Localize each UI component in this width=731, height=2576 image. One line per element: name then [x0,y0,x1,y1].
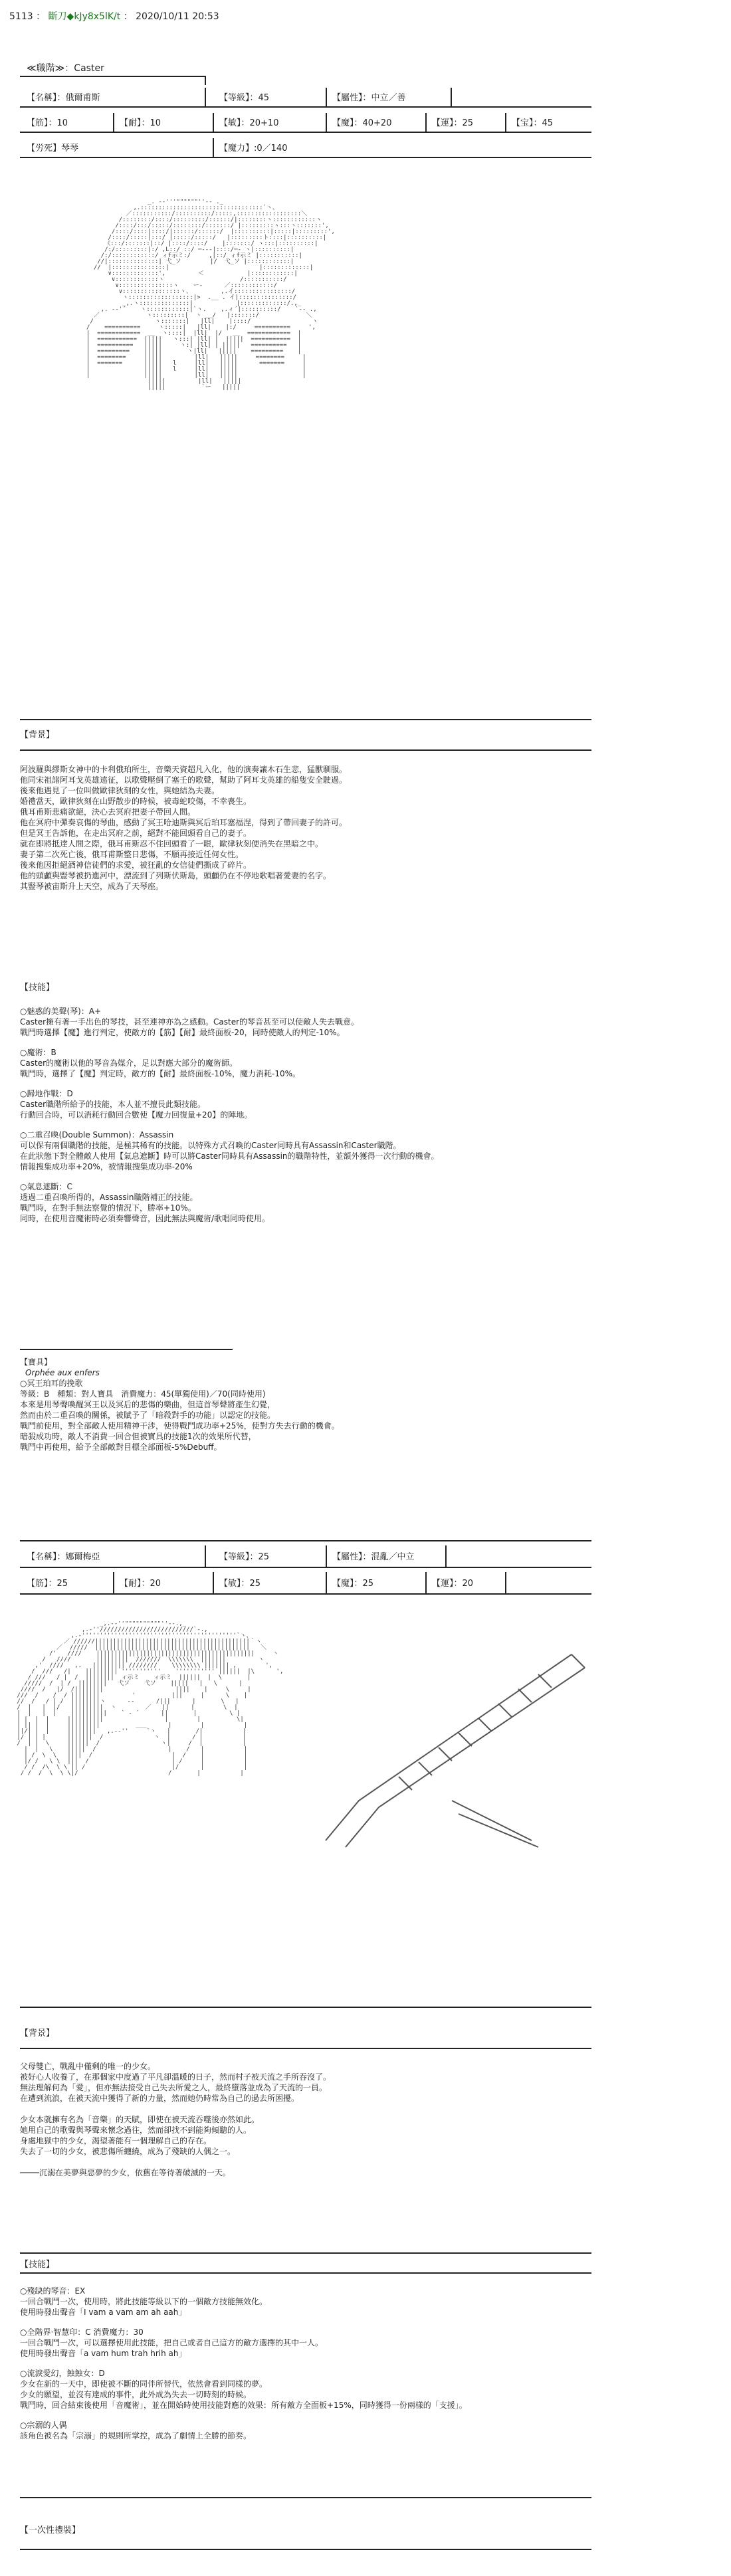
skills-list-1 [20,997,591,1224]
art-line: | ========= ||||| ヽ|ll| ||||| ========= | [86,348,302,355]
section-divider [20,2549,591,2550]
section-divider [20,2252,591,2254]
art-line: / / /\ \ \ || / |/ | | [13,1764,248,1771]
background-line: 在遭到流浪，在被天流中獲得了新的力量，然而她仍時常為自己的過去所困擾。 [20,2094,300,2103]
art-line: / //// ||||||||| /////// \\\\\\\ ||||||| ヽ [13,1656,264,1663]
skills-section-1 [20,982,591,996]
divider [213,1572,214,1595]
art-line: | | | | |||||||||| | | \| [13,1716,244,1723]
stat-agi: 【敏】：20+10 [219,118,279,128]
art-line: | ||||| |ll| ||||| | [86,372,306,379]
divider [445,1545,447,1568]
section-title: 【背景】 [20,2029,55,2038]
art-line: | / \ \ |||| / | / | | [13,1752,248,1759]
background-line [20,2104,591,2114]
art-line: // |:::::::::::::::| |:::::::::::::| [86,264,314,271]
name-label: 【名稱】：娜爾梅亞 [27,1551,100,1562]
post-number: 5113 [9,11,33,22]
section-divider [20,719,591,720]
background-line: 父母雙亡，戰亂中僅剩的唯一的少女。 [20,2062,156,2071]
art-line: | =========== ||||| ヽ:::| |ll| | ||||| =========== | [86,336,302,343]
skill-name: ○流淚愛幻，蝕蝕女：D [20,2369,105,2378]
section-divider [20,2048,591,2049]
art-line: / /// / | / |||||||| ィ示ミ ィ示ミ |||||| | \ | [13,1674,251,1681]
background-line: 婚禮當天，歐律狄刻在山野散步的時候，被毒蛇咬傷，不幸喪生。 [20,797,252,806]
art-line: / / / \ \ \|/ / | | [13,1770,244,1777]
noble-phantasm-section [20,1357,591,1452]
art-line: ,.‐'''''''''''''''''''''''''''''''''''''''''''`ヽ、 [13,1633,253,1639]
background-line: 後來他因拒絕酒神信徒們的求愛，被狂亂的女信徒們撕成了碎片。 [20,860,252,870]
poster-trip: kJy8x5lK/t [74,11,121,22]
alignment-label: 【屬性】：中立／善 [332,92,406,103]
post-header: 5113 ： 斷刀◆kJy8x5lK/t ： 2020/10/11 20:53 [9,11,219,22]
background-line: 但是冥王告訴他，在走出冥府之前，絕對不能回頭看自己的妻子。 [20,829,252,838]
divider [20,1540,591,1541]
background-text-2 [20,2061,591,2178]
divider [113,1572,114,1595]
skill-description: 情報搜集成功率+20%，被情報搜集成功率-20% [20,1162,193,1171]
np-description-line: 戰鬥前使用，對全部敵人使用精神干涉，使得戰鬥成功率+25%，使對方失去行動的機會。 [20,1421,340,1431]
art-line: | | \ ||||| / | / | | [13,1746,248,1753]
guitar-neck-line [346,1668,585,1847]
divider [205,1545,206,1568]
alignment-label: 【屬性】：混亂／中立 [332,1551,415,1562]
art-line: /' //// |||||||||||||||||||||||||||||||||||||||||||| ヽ [13,1650,279,1657]
background-line: 被好心人收養了，在那個家中度過了平凡卻溫暖的日子，然而村子被天流之手所吞沒了。 [20,2072,332,2082]
section-divider [20,2272,591,2274]
character-sheet-narmeya [20,1540,591,1613]
art-line: ||||| `ー ||||| [86,384,241,391]
art-line: / | | |/ ||||||||| ヽ ／ || | \ | [13,1704,238,1711]
art-line: // / / | / ||||||||ヽ ‐‐ /||| | \ | [13,1698,239,1705]
death-label: 【労死】琴琴 [27,143,79,153]
level-label: 【等級】：25 [219,1551,270,1562]
section-title: 【技能】 [20,2260,55,2270]
skill-name: ○氣息遮斷：C [20,1182,72,1191]
skill-entry [20,1130,591,1172]
np-name: ○冥王珀耳的挽歌 [20,1379,83,1388]
skill-description: 在此狀態下對全體敵人使用【氣息遮斷】時可以將Caster同時具有Assassin的職階特性，並額外獲得一次行動的機會。 [20,1151,439,1161]
art-line: ,. -‐'´ ヽ::::::::::::|`ヽ. ,.ィ´|::::::::::/ `‐- ., [86,306,317,313]
poster-name[interactable]: 斷刀◆ [48,11,74,22]
art-line: ///// / | / |||||||| 弋ソ 弋ソ ||||| | \ | [13,1680,243,1687]
divider [451,88,452,108]
skills-list-2 [20,2276,591,2441]
skill-entry [20,2368,591,2411]
art-line: | || | | ||||||||| ___ | | | [13,1722,248,1729]
art-line: |/ | | | ||||||| / ヽ | / | | [13,1734,247,1741]
skill-entry [20,1006,591,1038]
class-line: ≪職階≫：Caster [27,63,104,74]
art-line: //// / |/ /|||||||| |||| | \ | [13,1686,251,1693]
art-line: / ヽ:::::::| |ll| |::::/ ヽ [86,318,318,325]
name-label: 【名稱】：俄爾甫斯 [27,92,100,103]
skill-name: ○宗溺的人偶 [20,2421,67,2430]
background-line: 少女本就擁有名為「音樂」的天賦，即使在被天流吞噬後亦然如此。 [20,2115,260,2124]
divider [20,1567,591,1568]
art-line: ||/| | | |||||||| ,.-‐'' `ヽ | /| | [13,1728,247,1735]
art-line: /::::/::::|::::/|::::::/::::::/ |::::::::::|:::::|:::::::::', [86,229,335,235]
skill-description: Caster的魔術以他的琴音為媒介，足以對應大部分的魔術師。 [20,1058,238,1068]
stat-str: 【筋】：10 [27,118,68,128]
art-line: /::::/:::/:::::/::::::::/:::::::/ |:::::::::ヽ:::ヽ:::::::', [86,223,329,229]
divider [326,113,327,133]
skill-description: 戰鬥時，在對手無法察覺的情況下，勝率+10%。 [20,1203,196,1213]
narmeya-ascii-art [13,1621,359,1821]
art-line: /:/::::::::::::/ ィf示ミ:/ ,|::/ ィf示ミ |:::::::::::| [86,252,302,259]
art-line: //|::::::::::::::| 弋_ソ |/ 弋_ソ |::::::::::::| [86,258,294,265]
divider [213,113,214,133]
skill-entry [20,1047,591,1079]
art-line: | ============ __ ヽ::::| |ll| |/ __ ============ | [86,330,302,337]
background-line: 其豎琴被宙斯升上天空，成為了天琴座。 [20,882,164,891]
background-line: 妻子第二次死亡後，俄耳甫斯整日悲傷，不願再接近任何女性。 [20,850,244,859]
stat-end: 【耐】：10 [120,118,161,128]
divider [213,138,214,158]
np-description [20,1399,591,1452]
character-sheet-caster [20,61,591,167]
np-rank: 等級：B 種類：對人寶具 消費魔力：45(單獨使用)／70(同時使用) [20,1389,266,1399]
background-line: 她用自己的歌聲與琴聲來懷念過往，然而卻找不到能夠傾聽的人。 [20,2126,252,2135]
footer-note: 【一次性禮裝】 [20,2526,81,2535]
skill-entry [20,1181,591,1224]
np-subtitle: Orphée aux enfers [25,1368,100,1377]
background-section-2 [20,2028,591,2042]
skill-description: 使用時發出聲音「I vam a vam am ah aah」 [20,2308,187,2317]
skill-name: ○歸地作戰：D [20,1089,73,1098]
background-line: 他的頭顱與豎琴被扔進河中，漂流到了列斯伏斯島，頭顱仍在不停地歌唱著愛妻的名字。 [20,871,332,880]
skill-name: ○全階界·智慧印：C 消費魔力：30 [20,2328,144,2337]
art-line: _. -‐'''""""""''‐- ._ [86,199,223,205]
np-description-line: 本來是用琴聲喚醒冥王以及冥后的悲傷的樂曲，但這首琴聲將產生幻覺， [20,1400,276,1409]
background-line: 阿波羅與繆斯女神中的卡利俄珀所生，音樂天資超凡入化，他的演奏讓木石生悲，猛獸馴服。 [20,765,348,774]
skill-name: ○殘缺的琴音：EX [20,2286,86,2296]
stat-np: 【宝】：45 [512,118,554,128]
background-line: 他同宋祖諸阿耳戈英雄遠征，以歌聲壓倒了塞壬的歌聲，幫助了阿耳戈英雄的船隻安全駛過。 [20,775,348,785]
guitar-neck-line [326,1654,572,1840]
background-line: ────沉溺在美夢與惡夢的少女，依舊在等待著破滅的一天。 [20,2168,231,2177]
art-line: | ||||| l |ll| ||||| | [86,366,306,373]
art-line: ／ ///// ||||||||||||||||||||||||||||||||||||||||||| ＼ [13,1644,267,1651]
np-description-line: 然而由於二重召喚的關係，被賦予了「暗殺對手的功能」以認定的技能。 [20,1411,276,1420]
post-date: 2020/10/11 20:53 [136,11,219,22]
skill-description: 一回合戰鬥一次，使用時，將此技能等級以下的一個敵方技能無效化。 [20,2297,268,2306]
art-line: /::::/:::::|:::/ |:::::/:::::/ |:::::::::ト::::|::::::::::| [86,235,327,241]
skill-description: Caster擁有著一手出色的琴技，甚至連神亦為之感動。Caster的琴音甚至可以使敵人失去戰意。 [20,1017,360,1027]
skill-entry [20,2286,591,2318]
guitar-body-line [452,1801,538,1847]
np-title: 【寶具】 [20,1357,52,1367]
skill-description: 該角色被名為「宗溺」的規則所掌控，成為了劇情上全勝的節奏。 [20,2431,252,2440]
art-line: /:/:::::::::|:/ ,L::/ ::/ ─---|::::/─‐ ヽ|::::::::::| [86,247,294,253]
art-line: ヽ::::::::::::::::::|> .__ . イ|:::::::::::::::/ [86,294,297,301]
skill-name: ○魅惑的美聲(琴)：A+ [20,1007,102,1016]
divider [505,113,506,133]
skill-description: 少女的願望，並沒有達成的事件，此外成為失去一切時刻的時候。 [20,2390,252,2399]
divider [425,1572,427,1595]
art-line: | ========== ||||| ヽ:| |ll| | ||||| ========== | [86,342,302,349]
section-divider [20,749,591,751]
background-line: 他在冥府中彈奏哀傷的琴曲，感動了冥王哈迪斯與冥后珀耳塞福涅，得到了帶回妻子的許可。 [20,818,348,827]
art-line: ||||| |ll| ||||| [86,378,241,385]
art-line: | ======= ||||| l |ll| ||||| ======= | [86,360,306,367]
divider [205,88,206,108]
section-divider [20,2497,591,2498]
np-description-line: 戰鬥中再使用，給予全部敵對目標全部面板-5%Debuff。 [20,1442,222,1452]
skill-description: 戰鬥時，回合結束後使用「音魔術」，並在開始時使用技能對應的效果：所有敵方全面板+15%，同時獲得一份兩樣的「支援」。 [20,2401,467,2410]
mana-label: 【魔力】:0／140 [219,143,288,153]
divider [326,1572,327,1595]
divider [326,1545,327,1568]
art-line: | ======== ||||| |ll| ||||| ======== | [86,354,306,361]
section-title: 【背景】 [20,730,55,740]
divider [505,1572,506,1595]
skill-entry [20,2327,591,2359]
stat-str: 【筋】：25 [27,1578,68,1589]
skill-description: 透過二重召喚所得的，Assassin職階補正的技能。 [20,1193,198,1202]
art-line: |/ / \ \ ||| / | / | | [13,1758,248,1765]
art-line: ／:::::::::::/::::::::::/:::::,::::::::::::::::::＼ [86,211,308,217]
art-line: _,.-‐''""""""""""''‐-.,_ [13,1621,187,1627]
art-line: /::::::::/::::/:::::::::/::::::/|::::::::ヽ::::::::::::ヽ [86,217,322,223]
art-line: ,' //// ,. ||||||||| //////// \\\\\\\\ ||||||| , ', [13,1662,273,1669]
background-line: 無法理解何為「愛」，但亦無法接受自己失去所愛之人，最終墮落並成為了天流的一員。 [20,2083,328,2092]
skill-entry [20,2420,591,2441]
skill-description: 可以保有兩個職階的技能，是極其稀有的技能。以特殊方式召喚的Caster同時具有Assassin和Caster職階。 [20,1141,401,1150]
background-line: 俄耳甫斯悲痛欲絕，決心去冥府把妻子帶回人間。 [20,807,196,817]
caster-ascii-art [86,199,591,664]
np-description-line: 暗殺成功時，敵人不消費一回合但被寶具的技能1次的效果所代替， [20,1432,257,1441]
art-line: ∨:::::::::::::::ヽ ー‐ ／::::::::::::/ [86,282,278,289]
skill-description: 戰鬥時選擇【魔】進行判定，使敵方的【筋】【耐】最終面板-20，同時使敵人的判定-10%。 [20,1028,345,1037]
divider [20,76,206,77]
guitar-head-line [572,1654,585,1668]
art-line: ,.::::::::::::::::::::::::::::::::::`ヽ、 [86,205,278,211]
art-line: ／ //////|||||||||||||||||||||||||||||||||||||||||||｀ヽ [13,1638,262,1645]
skill-name: ○二重召喚(Double Summon)：Assassin [20,1130,174,1139]
art-line: / /// /| ||||||||| ''''''''''' ''''''''''' |||||| |\ ', [13,1668,284,1675]
skill-description: 行動回合時，可以消耗行動回合數使【魔力回復量+20】的陣地。 [20,1110,253,1120]
stat-mag: 【魔】：25 [332,1578,374,1589]
divider [326,88,327,108]
art-line: ∨:::::::::::::', ＜ |::::::::::::| [86,270,298,277]
skill-description: 同時，在使用音魔術時必須奏響聲音，因此無法與魔術/歌唱同時使用。 [20,1214,270,1223]
section-divider [20,1349,233,1350]
level-label: 【等級】：45 [219,92,270,103]
skill-description: 一回合戰鬥一次，可以選擇使用此技能，把自己或者自己這方的敵方選擇的其中一人。 [20,2338,324,2347]
background-line: 後來他遇見了一位叫做歐律狄刻的女性，與她結為夫妻。 [20,786,220,795]
skill-entry [20,1088,591,1120]
divider [205,76,206,85]
background-line: 身處地獄中的少女，渴望著能有一個理解自己的存在。 [20,2136,212,2145]
skill-description: 使用時發出聲音「a vam hum trah hrih ah」 [20,2349,187,2358]
art-line: ／ ヽ:::::::::| ヽ __/ |:::::::/ ＼ [86,312,312,319]
skills-section-2 [20,2259,591,2273]
guitar-neck-drawing [319,1641,598,1854]
background-section-1 [20,730,591,743]
art-line: | | | | |||||||||| ` ‐ ´ || | \ | [13,1710,241,1717]
skill-description: Caster職階所給予的技能，本人並不擅長此類技能。 [20,1100,206,1109]
art-line: /// / / / |||||||| ' ||| | \ | [13,1692,248,1699]
stat-luk: 【運】：20 [432,1578,474,1589]
section-divider [20,2007,591,2008]
art-line: ∨::::::::::::ヽ /:::::::::::/ [86,276,287,283]
skill-description: 戰鬥時，選擇了【魔】判定時，敵方的【耐】最終面板-10%，魔力消耗-10%。 [20,1069,301,1078]
stat-agi: 【敏】：25 [219,1578,261,1589]
divider [113,113,114,133]
art-line: / ========== ヽ:::::| |ll| |:/ ========== ', [86,324,316,331]
skill-name: ○魔術：B [20,1048,56,1057]
section-title: 【技能】 [20,983,55,993]
skill-description: 少女在新的一天中，即使被不斷的同伴所替代，依然會看到同樣的夢。 [20,2379,268,2389]
stat-end: 【耐】：20 [120,1578,161,1589]
art-line: / | | \ |||||| / ヽ| / | | [13,1740,247,1747]
background-line [20,2157,591,2167]
divider [20,106,591,108]
art-line: ∨::::::::::::::::ヽ、 ,.イ::::::::::::::::/ [86,288,296,295]
divider [20,157,591,158]
art-line: ,.‐''//////////////////////////`‐., [13,1627,208,1633]
background-line: 就在即將抵達人間之際，俄耳甫斯忍不住回頭看了一眼，歐律狄刻便消失在黑暗之中。 [20,839,324,848]
art-line: 《:::/:::::::|::/ |::::/::::/ |:::::::/ ヽ:::|::::::::::| [86,241,318,247]
stat-mag: 【魔】：40+20 [332,118,392,128]
background-line: 失去了一切的少女，被悲傷所纏繞，成為了殘缺的人偶之一。 [20,2147,236,2156]
art-line: _,.ヽ::::::::::::::| |:::::::::::::/.,_ [86,300,302,307]
stat-luk: 【運】：25 [432,118,474,128]
background-text-1 [20,764,591,892]
divider [425,113,427,133]
guitar-frets [399,1674,552,1790]
